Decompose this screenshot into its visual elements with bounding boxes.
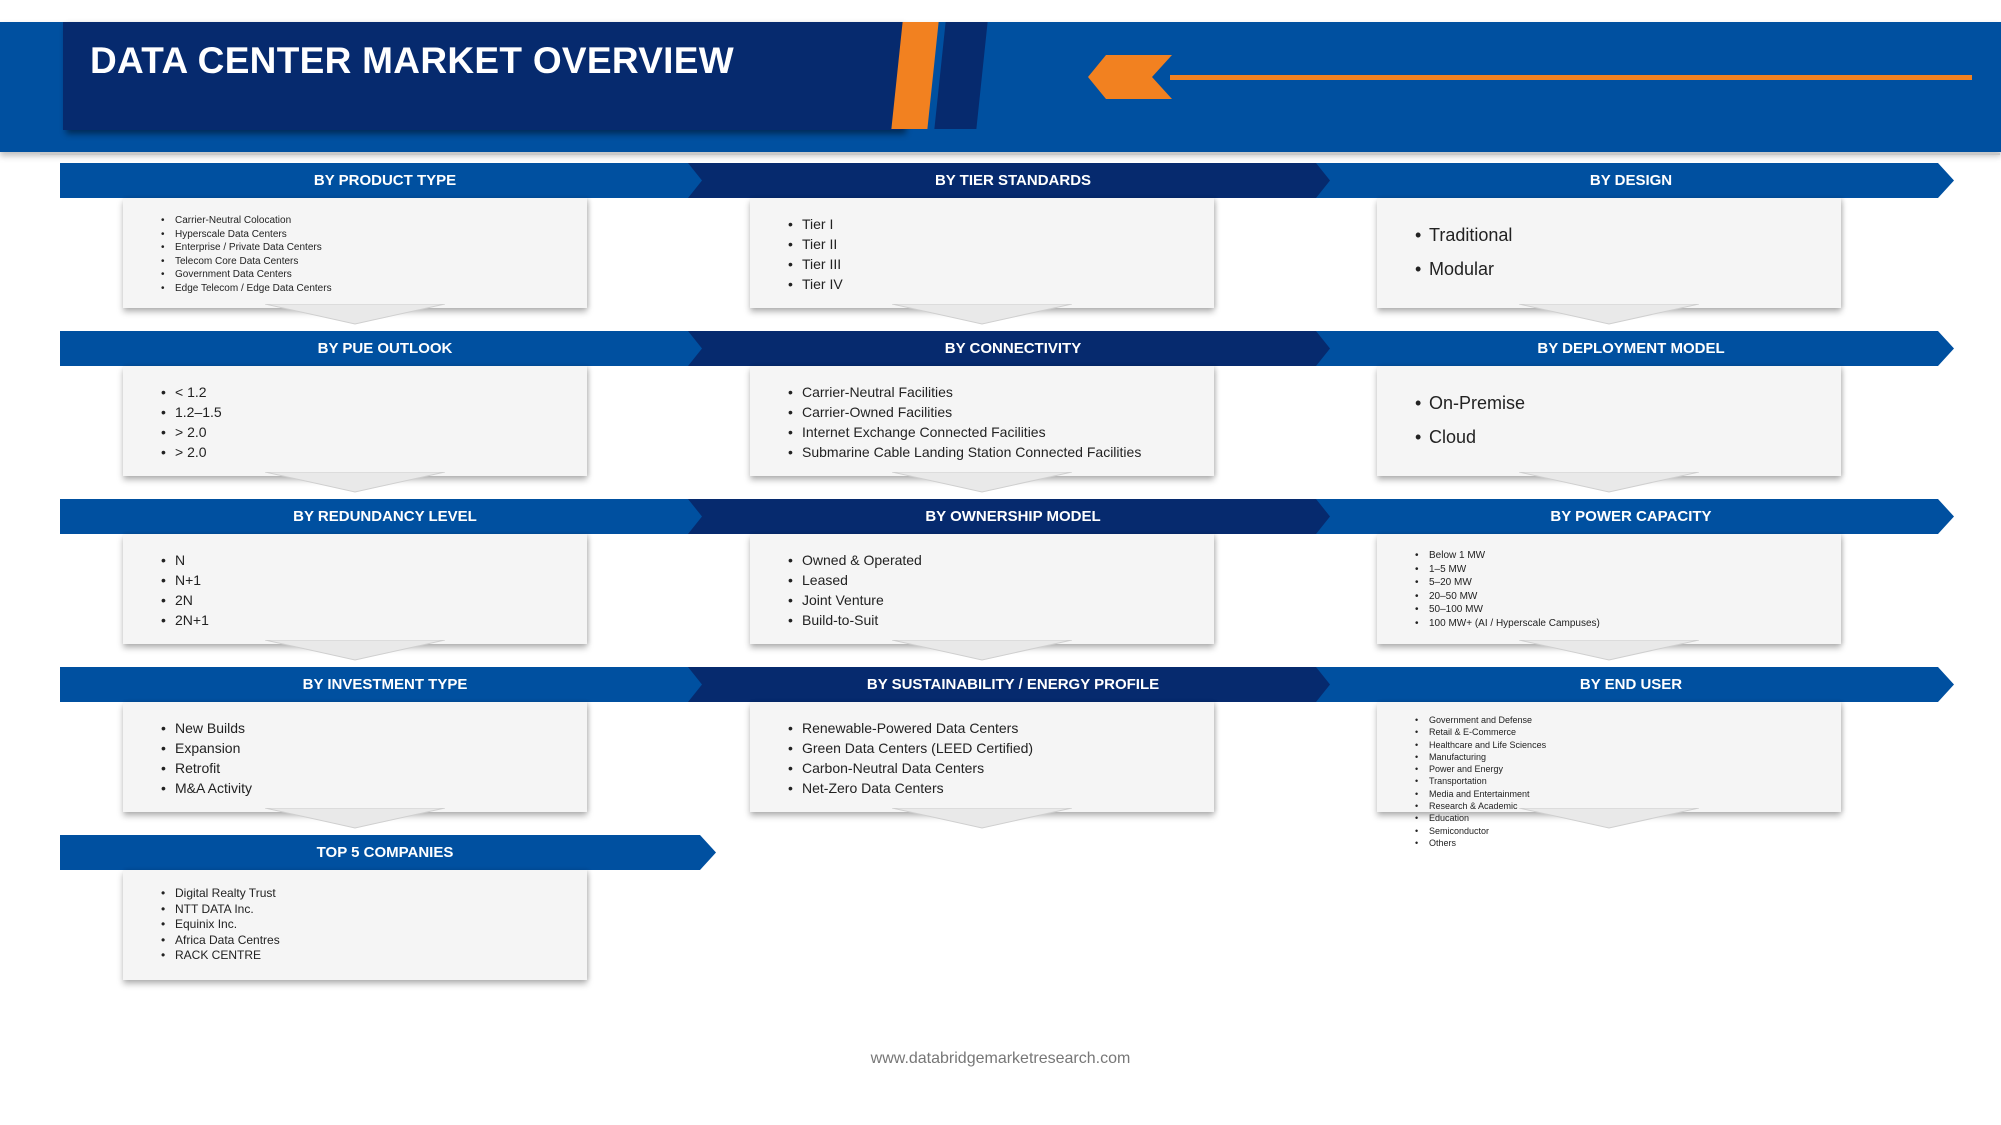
- segment-item: • Healthcare and Life Sciences: [1415, 739, 1546, 751]
- segment-title: BY CONNECTIVITY: [944, 340, 1082, 357]
- segment-card: [750, 366, 1214, 476]
- segment-card: [1377, 366, 1841, 476]
- chevron-down-icon: [265, 304, 445, 330]
- segment-item: • Tier I: [788, 214, 843, 234]
- segment-item: • Digital Realty Trust: [161, 886, 280, 902]
- segment-card: [1377, 534, 1841, 644]
- chevron-down-icon: [1519, 808, 1699, 834]
- segment-item: • > 2.0: [161, 422, 222, 442]
- segment-item: • Equinix Inc.: [161, 917, 280, 933]
- segment-header: [60, 499, 710, 534]
- segment-item: • Submarine Cable Landing Station Connected Facilities: [788, 442, 1141, 462]
- segment-item: • M&A Activity: [161, 778, 252, 798]
- segment-item: • Tier II: [788, 234, 843, 254]
- segment-item: • RACK CENTRE: [161, 948, 280, 964]
- segment-title: BY REDUNDANCY LEVEL: [293, 508, 477, 525]
- segment-header: [60, 835, 710, 870]
- segment-item-list: [788, 382, 1141, 462]
- segment-item: • Carbon-Neutral Data Centers: [788, 758, 1033, 778]
- segment-item: • Expansion: [161, 738, 252, 758]
- segment-title: BY DEPLOYMENT MODEL: [1537, 340, 1725, 357]
- segment-item: • Retrofit: [161, 758, 252, 778]
- segment-item: • 2N: [161, 590, 209, 610]
- segment-item: • Joint Venture: [788, 590, 922, 610]
- segment-header: [60, 163, 710, 198]
- header-orange-line: [1170, 75, 1972, 80]
- footer-url: www.databridgemarketresearch.com: [870, 1050, 1131, 1067]
- segment-item: • 20–50 MW: [1415, 590, 1600, 604]
- segment-item: • Renewable-Powered Data Centers: [788, 718, 1033, 738]
- segment-item: • 100 MW+ (AI / Hyperscale Campuses): [1415, 617, 1600, 631]
- segment-card: [1377, 198, 1841, 308]
- segment-item: • On-Premise: [1415, 386, 1525, 420]
- chevron-down-icon: [265, 640, 445, 666]
- segment-header: [688, 499, 1338, 534]
- segment-card: [123, 870, 587, 980]
- chevron-down-icon: [892, 304, 1072, 330]
- segment-header: [688, 163, 1338, 198]
- segment-title: BY POWER CAPACITY: [1550, 508, 1712, 525]
- segment-item: • Tier III: [788, 254, 843, 274]
- segment-header: [1316, 667, 1966, 702]
- segment-item: • Green Data Centers (LEED Certified): [788, 738, 1033, 758]
- segment-item: • N+1: [161, 570, 209, 590]
- segment-item: • Government Data Centers: [161, 268, 332, 282]
- segment-title: BY INVESTMENT TYPE: [302, 676, 468, 693]
- segment-item: • Others: [1415, 837, 1546, 849]
- segment-item: • > 2.0: [161, 442, 222, 462]
- segment-header: [1316, 331, 1966, 366]
- segment-item-list: [161, 550, 209, 630]
- chevron-down-icon: [1519, 304, 1699, 330]
- segment-item: • 5–20 MW: [1415, 576, 1600, 590]
- segment-card: [1377, 702, 1841, 848]
- segment-card: [750, 702, 1214, 812]
- segment-item-list: [788, 214, 843, 294]
- segment-header: [60, 667, 710, 702]
- segment-item: • Telecom Core Data Centers: [161, 255, 332, 269]
- segment-item: • Below 1 MW: [1415, 549, 1600, 563]
- segment-item: • Traditional: [1415, 218, 1512, 252]
- segment-item: • Retail & E-Commerce: [1415, 726, 1546, 738]
- segment-card: [123, 198, 587, 308]
- segment-item: • Hyperscale Data Centers: [161, 228, 332, 242]
- segment-item: • Leased: [788, 570, 922, 590]
- segment-item: • < 1.2: [161, 382, 222, 402]
- segment-title: BY OWNERSHIP MODEL: [925, 508, 1101, 525]
- segment-card: [750, 534, 1214, 644]
- segment-item: • Carrier-Owned Facilities: [788, 402, 1141, 422]
- segment-card: [750, 198, 1214, 308]
- segment-item: • 2N+1: [161, 610, 209, 630]
- segment-item: • Net-Zero Data Centers: [788, 778, 1033, 798]
- segment-title: BY TIER STANDARDS: [934, 172, 1092, 189]
- segment-item: • Media and Entertainment: [1415, 788, 1546, 800]
- segment-title: BY END USER: [1579, 676, 1683, 693]
- segment-item: • Manufacturing: [1415, 751, 1546, 763]
- segment-item: • Transportation: [1415, 775, 1546, 787]
- segment-item-list: [161, 382, 222, 462]
- chevron-down-icon: [892, 808, 1072, 834]
- segment-item: • 1.2–1.5: [161, 402, 222, 422]
- segment-item: • NTT DATA Inc.: [161, 902, 280, 918]
- segment-item: • Tier IV: [788, 274, 843, 294]
- segment-item: • Semiconductor: [1415, 825, 1546, 837]
- segment-item: • Carrier-Neutral Facilities: [788, 382, 1141, 402]
- segment-item: • N: [161, 550, 209, 570]
- segment-item: • Cloud: [1415, 420, 1525, 454]
- segment-header: [688, 331, 1338, 366]
- segment-item: • Government and Defense: [1415, 714, 1546, 726]
- segment-item: • 50–100 MW: [1415, 603, 1600, 617]
- segment-item: • Build-to-Suit: [788, 610, 922, 630]
- segment-header: [688, 667, 1338, 702]
- segment-header: [1316, 163, 1966, 198]
- segment-item-list: [161, 886, 280, 964]
- segment-item-list: [1415, 218, 1512, 286]
- segment-card: [123, 366, 587, 476]
- segment-item: • New Builds: [161, 718, 252, 738]
- segment-item: • Research & Academic: [1415, 800, 1546, 812]
- chevron-down-icon: [1519, 472, 1699, 498]
- segment-title: TOP 5 COMPANIES: [316, 844, 454, 861]
- segment-item: • Edge Telecom / Edge Data Centers: [161, 282, 332, 296]
- orange-arrow-icon: [1088, 55, 1172, 99]
- chevron-down-icon: [892, 640, 1072, 666]
- segment-item-list: [1415, 386, 1525, 454]
- segment-header: [1316, 499, 1966, 534]
- segment-item: • Power and Energy: [1415, 763, 1546, 775]
- segment-item-list: [788, 718, 1033, 798]
- segment-item: • Africa Data Centres: [161, 933, 280, 949]
- segment-item: • Modular: [1415, 252, 1512, 286]
- segment-item-list: [161, 718, 252, 798]
- segment-title: BY DESIGN: [1589, 172, 1673, 189]
- chevron-down-icon: [892, 472, 1072, 498]
- segment-item: • Enterprise / Private Data Centers: [161, 241, 332, 255]
- segment-item-list: [161, 214, 332, 295]
- segment-item: • 1–5 MW: [1415, 563, 1600, 577]
- segment-item: • Education: [1415, 812, 1546, 824]
- segment-card: [123, 702, 587, 812]
- segment-title: BY SUSTAINABILITY / ENERGY PROFILE: [866, 676, 1160, 693]
- chevron-down-icon: [1519, 640, 1699, 666]
- segment-title: BY PUE OUTLOOK: [317, 340, 453, 357]
- segment-header: [60, 331, 710, 366]
- segment-item: • Owned & Operated: [788, 550, 922, 570]
- chevron-down-icon: [265, 472, 445, 498]
- segment-item-list: [788, 550, 922, 630]
- segment-item-list: [1415, 549, 1600, 630]
- segment-item: • Carrier-Neutral Colocation: [161, 214, 332, 228]
- page-title: DATA CENTER MARKET OVERVIEW: [90, 40, 734, 81]
- segment-item: • Internet Exchange Connected Facilities: [788, 422, 1141, 442]
- segment-card: [123, 534, 587, 644]
- chevron-down-icon: [265, 808, 445, 834]
- segment-title: BY PRODUCT TYPE: [313, 172, 457, 189]
- header-underline: [40, 153, 2000, 155]
